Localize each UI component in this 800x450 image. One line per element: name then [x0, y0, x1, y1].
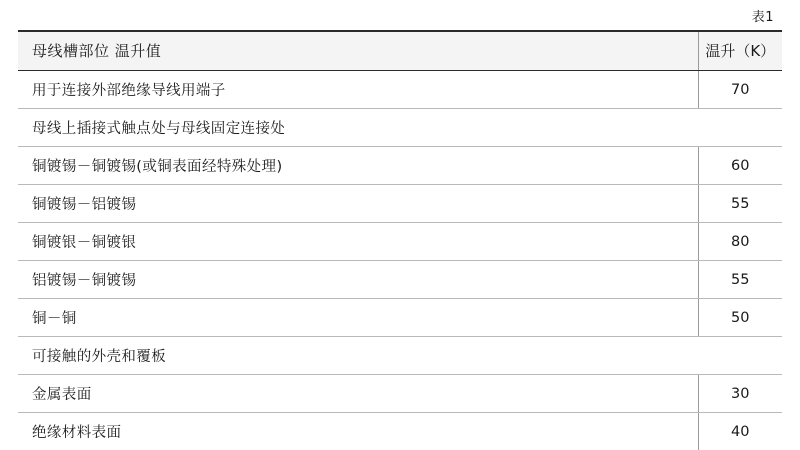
- table-row: [18, 185, 782, 223]
- table-row: [18, 261, 782, 299]
- row-value: 55: [698, 261, 782, 299]
- row-label: 铝镀锡－铜镀锡: [18, 261, 698, 299]
- table-row: [18, 299, 782, 337]
- temperature-rise-table: [18, 30, 782, 450]
- row-label: 铜镀银－铜镀银: [18, 223, 698, 261]
- table-row: [18, 71, 782, 109]
- row-value: 40: [698, 413, 782, 450]
- column-header-part: 母线槽部位 温升值: [18, 31, 698, 71]
- row-section-label: 可接触的外壳和覆板: [18, 337, 698, 375]
- row-section-label: 母线上插接式触点处与母线固定连接处: [18, 109, 698, 147]
- row-label: 铜镀锡－铝镀锡: [18, 185, 698, 223]
- table-header-row: [18, 31, 782, 71]
- table-row: [18, 109, 782, 147]
- table-caption: 表1: [18, 0, 782, 30]
- table-row: [18, 337, 782, 375]
- row-label: 绝缘材料表面: [18, 413, 698, 450]
- table-header: [18, 31, 782, 71]
- row-value: [698, 337, 782, 375]
- row-value: 50: [698, 299, 782, 337]
- table-row: [18, 413, 782, 450]
- row-label: 金属表面: [18, 375, 698, 413]
- table-row: [18, 375, 782, 413]
- row-value: 55: [698, 185, 782, 223]
- table-body: [18, 71, 782, 450]
- table-row: [18, 147, 782, 185]
- row-label: 铜镀锡－铜镀锡(或铜表面经特殊处理): [18, 147, 698, 185]
- row-value: [698, 109, 782, 147]
- row-value: 80: [698, 223, 782, 261]
- row-label: 铜－铜: [18, 299, 698, 337]
- row-value: 70: [698, 71, 782, 109]
- table-row: [18, 223, 782, 261]
- row-value: 60: [698, 147, 782, 185]
- row-label: 用于连接外部绝缘导线用端子: [18, 71, 698, 109]
- column-header-temperature-rise: 温升（K）: [698, 31, 782, 71]
- row-value: 30: [698, 375, 782, 413]
